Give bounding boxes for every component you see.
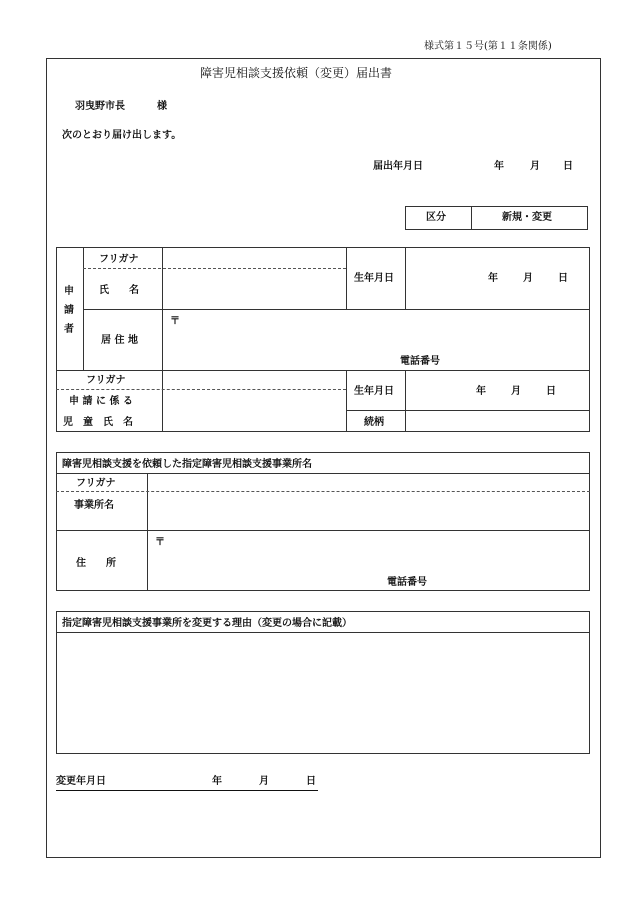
applicant-phone-label: 電話番号 <box>400 356 440 367</box>
applicant-group-char-3: 者 <box>64 324 74 335</box>
change-date-day: 日 <box>306 776 316 787</box>
form-reference: 様式第１５号(第１１条関係) <box>424 41 552 52</box>
form-title: 障害児相談支援依頼（変更）届出書 <box>200 66 393 80</box>
applicant-birth-day: 日 <box>558 273 568 284</box>
applicant-address-label: 居 住 地 <box>101 335 138 346</box>
change-date-label: 変更年月日 <box>56 776 106 787</box>
child-birth-day: 日 <box>546 386 556 397</box>
submission-date-label: 届出年月日 <box>373 161 423 172</box>
office-postal-mark: 〒 <box>155 537 165 548</box>
addressee: 羽曳野市長 <box>75 101 125 112</box>
child-relation-label: 続柄 <box>364 417 384 428</box>
applicant-furigana-label: フリガナ <box>99 254 139 265</box>
intro-text: 次のとおり届け出します。 <box>62 130 182 141</box>
change-date-month: 月 <box>259 776 269 787</box>
office-heading: 障害児相談支援を依頼した指定障害児相談支援事業所名 <box>62 459 312 470</box>
child-birth-month: 月 <box>511 386 521 397</box>
office-name-label: 事業所名 <box>74 500 114 511</box>
honorific: 様 <box>157 101 167 112</box>
child-birth-year: 年 <box>476 386 486 397</box>
child-label-line2: 児 童 氏 名 <box>63 417 133 428</box>
reason-heading: 指定障害児相談支援事業所を変更する理由（変更の場合に記載） <box>62 618 352 629</box>
applicant-name-label: 氏 名 <box>99 285 139 296</box>
change-date-year: 年 <box>212 776 222 787</box>
submission-day-unit: 日 <box>563 161 573 172</box>
child-furigana-label: フリガナ <box>86 375 126 386</box>
office-address-label: 住 所 <box>76 558 116 569</box>
child-label-line1: 申 請 に 係 る <box>69 396 133 407</box>
applicant-birth-year: 年 <box>488 273 498 284</box>
applicant-birth-label: 生年月日 <box>354 273 394 284</box>
change-date-underline <box>56 790 318 791</box>
applicant-birth-month: 月 <box>523 273 533 284</box>
category-label: 区分 <box>426 212 446 223</box>
child-birth-label: 生年月日 <box>354 386 394 397</box>
applicant-group-char-1: 申 <box>64 286 74 297</box>
submission-year-unit: 年 <box>494 161 504 172</box>
category-value[interactable]: 新規・変更 <box>502 212 552 223</box>
office-phone-label: 電話番号 <box>387 577 427 588</box>
submission-month-unit: 月 <box>530 161 540 172</box>
applicant-postal-mark: 〒 <box>170 316 180 327</box>
applicant-group-char-2: 請 <box>64 305 74 316</box>
office-furigana-label: フリガナ <box>76 478 116 489</box>
